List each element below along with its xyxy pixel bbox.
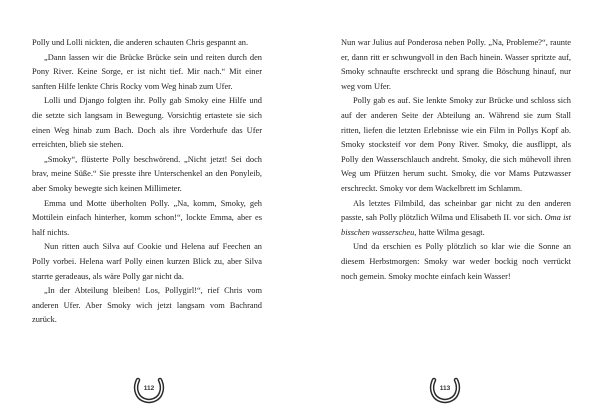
paragraph: „Smoky“, flüsterte Polly beschwörend. „Nicht jetzt! Sei doch brav, meine Süße.“ Sie presste ihre Unterschenkel an den Ponyleib, aber Smoky bewegte sich keinen Millimeter.	[32, 154, 262, 193]
paragraph: Lolli und Django folgten ihr. Polly gab Smoky eine Hilfe und die setzte sich langsam in Bewegung. Vorsichtig ertastete sie sich einen Weg hinab zum Bach. Doch als ihre Vorderhufe das Ufer erreichten, blieb sie stehen.	[32, 96, 262, 150]
paragraph: Nun war Julius auf Ponderosa neben Polly. „Na, Probleme?“, raunte er, dann ritt er schwungvoll in den Bach hinein. Wasser spritzte auf, Smoky schnaufte erschreckt und sprang die Böschung hinauf, nur weg vom Ufer.	[341, 38, 571, 91]
page-number-left	[132, 376, 166, 404]
paragraph	[341, 197, 571, 241]
paragraph: Emma und Motte überholten Polly. „Na, komm, Smoky, geh Mottilein einfach hinterher, komm schon!“, lockte Emma, aber es half nichts.	[32, 198, 262, 237]
paragraph: Nun ritten auch Silva auf Cookie und Helena auf Feechen an Polly vorbei. Helena warf Polly einen kurzen Blick zu, aber Silva starrte geradeaus, als wäre Polly gar nicht da.	[32, 242, 262, 281]
right-page	[341, 36, 571, 284]
paragraph: „Dann lassen wir die Brücke Brücke sein und reiten durch den Pony River. Keine Sorge, er ist nicht tief. Mir nach.“ Mit einer sanften Hilfe lenkte Chris Rocky vom Weg hinab zum Ufer.	[32, 52, 262, 91]
page-number: 112	[143, 385, 155, 392]
text-span: Als letztes Filmbild, das scheinbar gar nicht zu den anderen passte, sah Polly plötzlich Wilma und Elisabeth II. vor sich.	[341, 198, 571, 223]
paragraph: Polly und Lolli nickten, die anderen schauten Chris gespannt an.	[32, 38, 249, 47]
page-number-right	[428, 376, 462, 404]
left-page	[32, 36, 262, 328]
paragraph: Und da erschien es Polly plötzlich so klar wie die Sonne an diesem Herbstmorgen: Smoky war weder bockig noch verrückt noch gemein. Smoky mochte einfach kein Wasser!	[341, 242, 571, 281]
page-number: 113	[439, 385, 451, 392]
paragraph: „In der Abteilung bleiben! Los, Pollygirl!“, rief Chris vom anderen Ufer. Aber Smoky wich jetzt langsam vom Bachrand zurück.	[32, 286, 262, 325]
italic-quote: Oma ist bisschen wasserscheu	[341, 213, 571, 237]
text-span: , hatte Wilma gesagt.	[414, 227, 485, 237]
paragraph: Polly gab es auf. Sie lenkte Smoky zur Brücke und schloss sich auf der anderen Seite der Abteilung an. Während sie zum Stall ritten, liefen die letzten Erlebnisse wie ein Film in Pollys Kopf ab. Smoky stocksteif vor dem Pony River. Smoky, die ausflippt, als Polly den Wasserschlauch andreht. Smoky, die sich mühevoll ihren Weg um Pfützen herum sucht. Smoky, die vor Mams Putzwasser erschreckt. Smoky vor dem Wackelbrett im Schlamm.	[341, 96, 571, 193]
